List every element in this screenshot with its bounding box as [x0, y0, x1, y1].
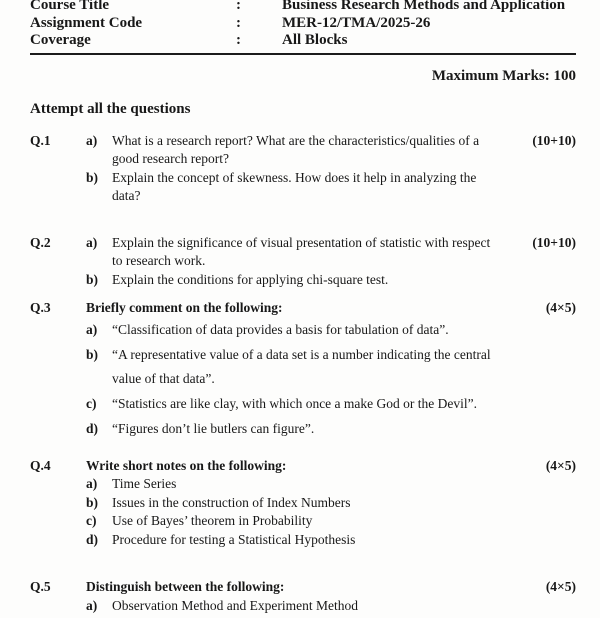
question-part	[86, 318, 504, 342]
part-letter: b)	[86, 271, 99, 287]
question-part	[86, 271, 504, 290]
part-text: What is a research report? What are the characteristics/qualities of a good research report?	[112, 132, 480, 166]
maximum-marks: Maximum Marks: 100	[431, 67, 576, 84]
question-body	[86, 578, 504, 615]
question-5	[30, 578, 576, 615]
question-heading: Distinguish between the following:	[86, 579, 285, 594]
part-text: Issues in the construction of Index Numbers	[112, 494, 351, 510]
part-text: “Figures don’t lie butlers can figure”.	[112, 420, 315, 436]
part-letter: a)	[86, 234, 98, 250]
coverage-value: All Blocks	[282, 32, 348, 48]
part-text: “A representative value of a data set is a number indicating the central value of that data”.	[112, 346, 491, 386]
question-body	[86, 299, 504, 442]
part-letter: a)	[86, 321, 98, 337]
question-part	[86, 597, 504, 616]
question-1	[30, 132, 576, 206]
question-part	[86, 475, 504, 494]
part-letter: b)	[86, 346, 99, 362]
part-letter: b)	[86, 169, 99, 185]
question-body	[86, 234, 504, 290]
question-3	[30, 299, 576, 442]
assignment-code-label: Assignment Code	[30, 14, 143, 31]
part-letter: a)	[86, 132, 98, 148]
colon-separator: :	[236, 14, 241, 31]
question-body	[86, 132, 504, 206]
part-letter: a)	[86, 476, 98, 491]
part-text: Observation Method and Experiment Method	[112, 597, 358, 613]
question-heading: Write short notes on the following:	[86, 457, 287, 473]
part-letter: d)	[86, 420, 99, 436]
question-number: Q.2	[30, 234, 51, 250]
question-part	[86, 234, 504, 271]
header-row-coverage	[30, 32, 576, 50]
question-number: Q.1	[30, 132, 51, 148]
assignment-code-value: MER-12/TMA/2025-26	[282, 14, 431, 31]
part-letter: d)	[86, 531, 99, 547]
question-part	[86, 169, 504, 206]
question-marks: (4×5)	[545, 300, 576, 315]
colon-separator: :	[236, 32, 241, 48]
part-text: Explain the concept of skewness. How does it help in analyzing the data?	[112, 169, 477, 203]
question-body	[86, 457, 504, 550]
question-2	[30, 234, 576, 290]
part-letter: c)	[86, 513, 97, 528]
header-info	[30, 0, 576, 50]
question-marks: (10+10)	[532, 234, 576, 250]
part-text: Explain the conditions for applying chi-square test.	[112, 271, 389, 287]
question-part	[86, 343, 504, 391]
colon-separator: :	[236, 0, 241, 13]
part-text: “Classification of data provides a basis for tabulation of data”.	[112, 321, 449, 337]
part-text: Explain the significance of visual presentation of statistic with respect to research work.	[112, 234, 491, 268]
question-marks: (10+10)	[532, 132, 576, 148]
question-part	[86, 417, 504, 441]
course-title-value: Business Research Methods and Application	[282, 0, 566, 13]
question-marks: (4×5)	[545, 457, 576, 473]
question-part	[86, 531, 504, 550]
header-divider	[30, 53, 576, 55]
questions-list	[30, 132, 576, 616]
question-number: Q.5	[30, 579, 51, 594]
question-marks: (4×5)	[545, 579, 576, 594]
question-number: Q.4	[30, 457, 51, 473]
question-part	[86, 132, 504, 169]
header-row-assignment-code	[30, 15, 576, 33]
part-letter: a)	[86, 597, 98, 613]
question-heading: Briefly comment on the following:	[86, 300, 283, 315]
part-text: “Statistics are like clay, with which once a make God or the Devil”.	[112, 395, 478, 411]
part-letter: b)	[86, 494, 99, 510]
question-part	[86, 512, 504, 531]
part-letter: c)	[86, 395, 97, 411]
question-part	[86, 392, 504, 416]
attempt-instruction: Attempt all the questions	[30, 101, 191, 117]
part-text: Procedure for testing a Statistical Hypothesis	[112, 531, 356, 547]
question-4	[30, 457, 576, 550]
part-text: Use of Bayes’ theorem in Probability	[112, 513, 313, 528]
course-title-label: Course Title	[30, 0, 110, 13]
header-row-course-title	[30, 0, 576, 15]
part-text: Time Series	[112, 476, 177, 491]
question-part	[86, 494, 504, 513]
coverage-label: Coverage	[30, 32, 91, 48]
question-number: Q.3	[30, 300, 51, 315]
